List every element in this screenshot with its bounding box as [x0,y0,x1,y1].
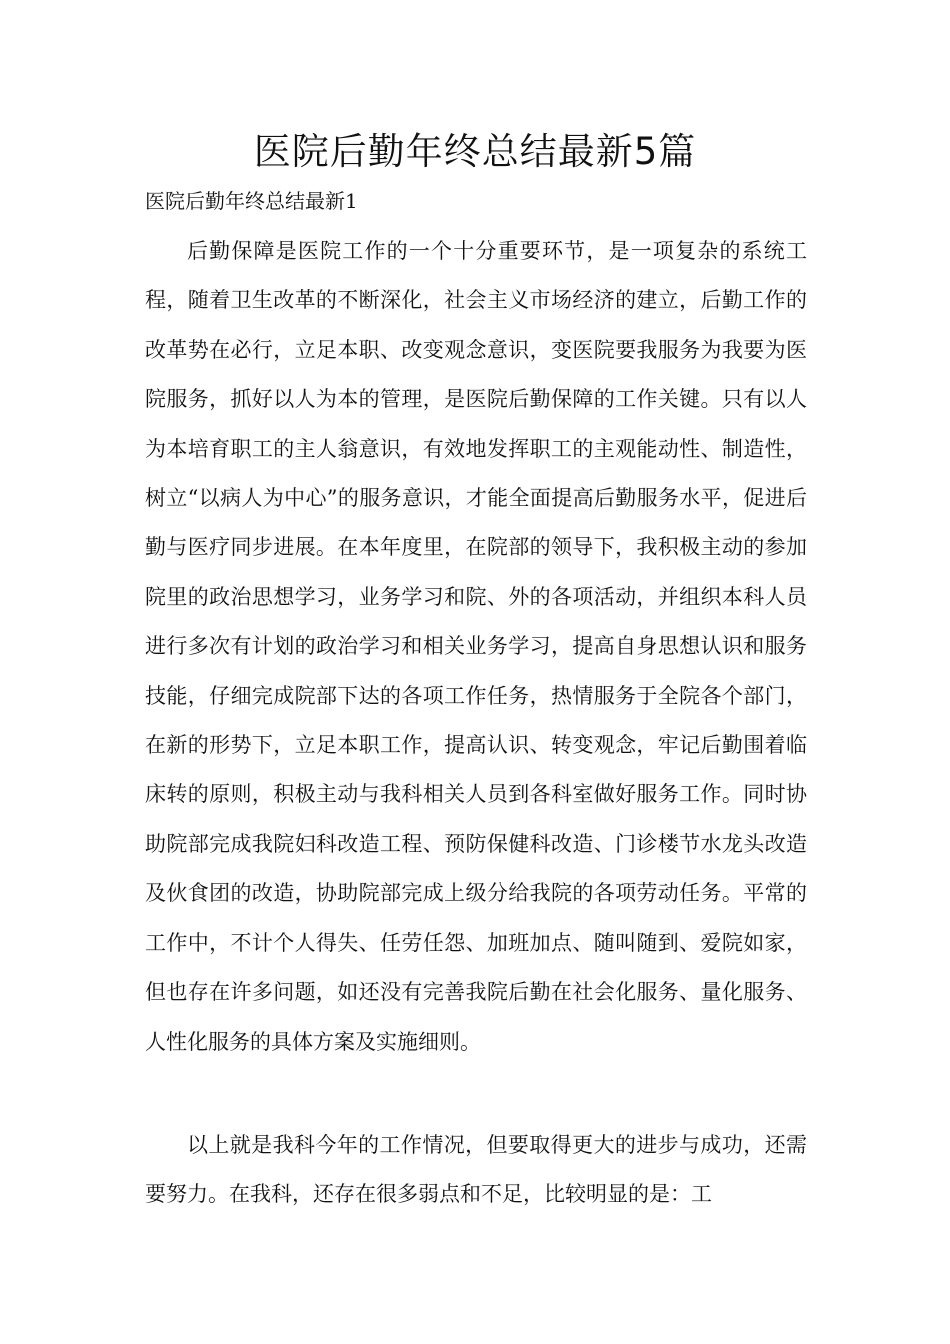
document-title: 医院后勤年终总结最新5篇 [253,130,697,173]
section-heading: 医院后勤年终总结最新1 [145,189,358,213]
body-paragraph: 后勤保障是医院工作的一个十分重要环节，是一项复杂的系统工程，随着卫生改革的不断深化，社会主义市场经济的建立，后勤工作的改革势在必行，立足本职、改变观念意识，变医院要我服务为我要为医院服务，抓好以人为本的管理，是医院后勤保障的工作关键。只有以人为本培育职工的主人翁意识，有效地发挥职工的主观能动性、制造性，树立“以病人为中心”的服务意识，才能全面提高后勤服务水平，促进后勤与医疗同步进展。在本年度里，在院部的领导下，我积极主动的参加院里的政治思想学习，业务学习和院、外的各项活动，并组织本科人员进行多次有计划的政治学习和相关业务学习，提高自身思想认识和服务技能，仔细完成院部下达的各项工作任务，热情服务于全院各个部门，在新的形势下，立足本职工作，提高认识、转变观念，牢记后勤围着临床转的原则，积极主动与我科相关人员到各科室做好服务工作。同时协助院部完成我院妇科改造工程、预防保健科改造、门诊楼节水龙头改造及伙食团的改造，协助院部完成上级分给我院的各项劳动任务。平常的工作中，不计个人得失、任劳任怨、加班加点、随叫随到、爱院如家，但也存在许多问题，如还没有完善我院后勤在社会化服务、量化服务、人性化服务的具体方案及实施细则。 [145,239,807,1054]
body-paragraph: 以上就是我科今年的工作情况，但要取得更大的进步与成功，还需要努力。在我科，还存在很多弱点和不足，比较明显的是：工 [145,1133,807,1207]
